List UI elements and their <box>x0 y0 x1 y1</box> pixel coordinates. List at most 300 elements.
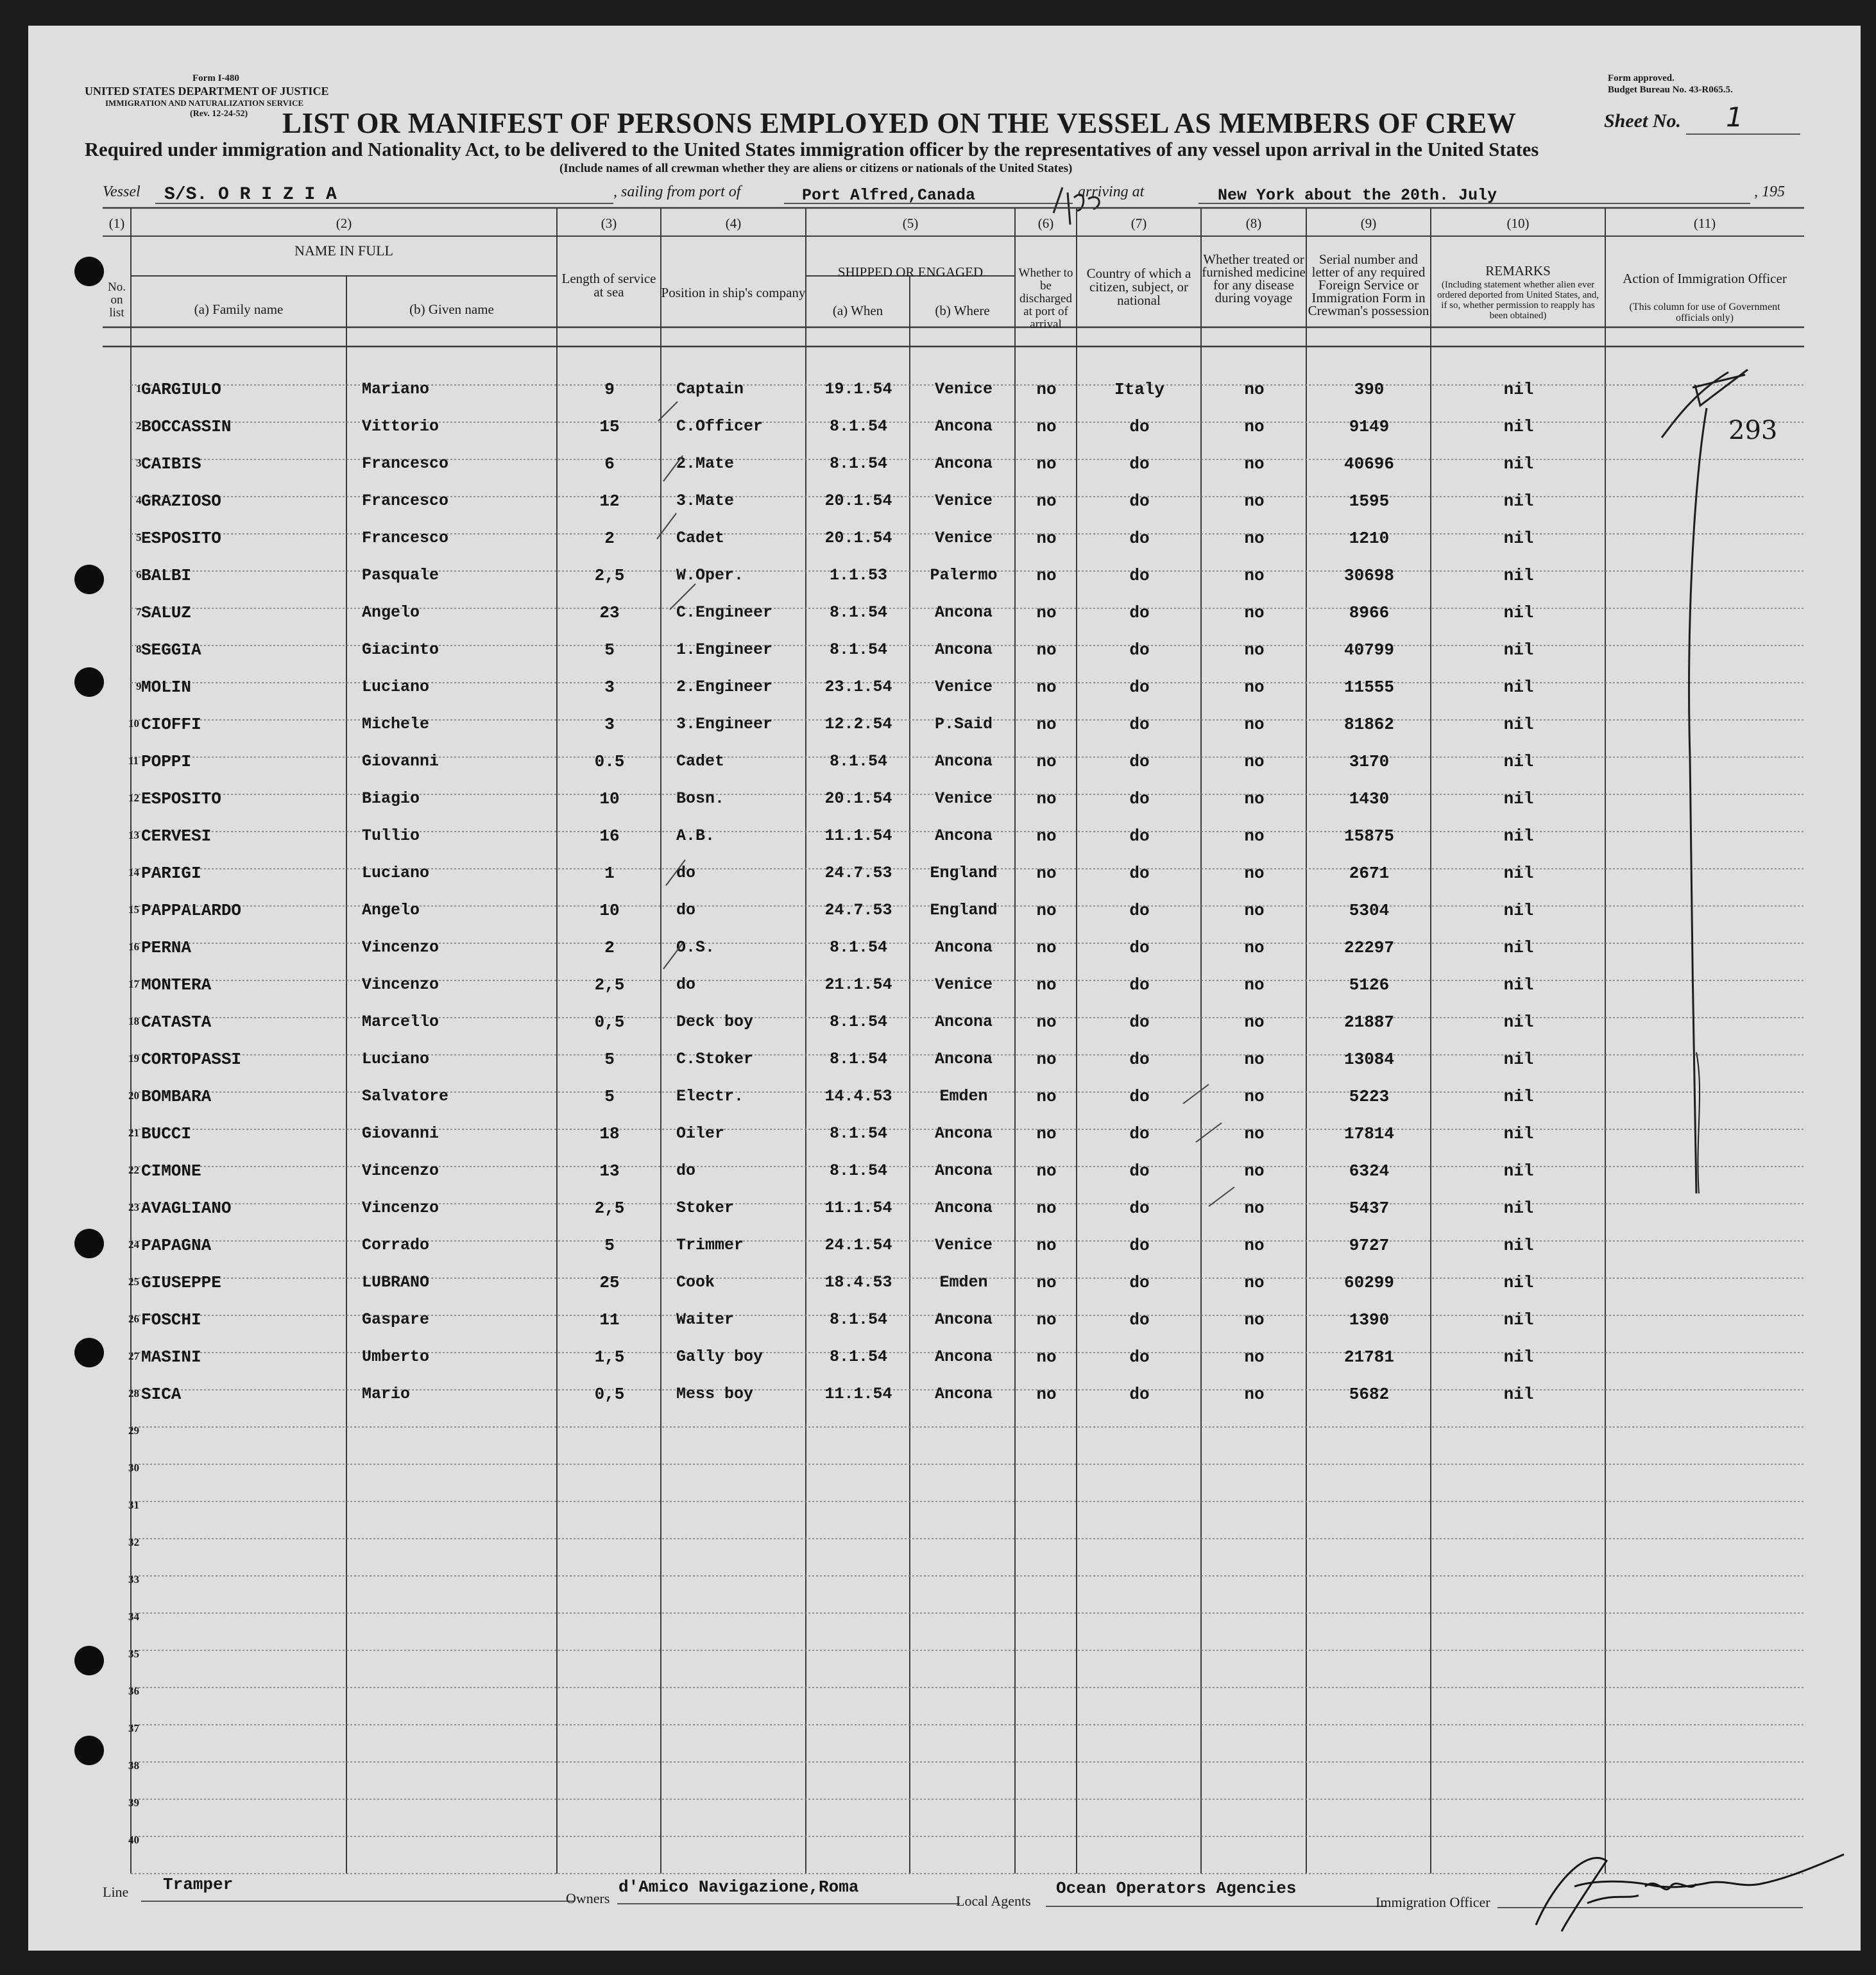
table-row <box>28 1385 1861 1410</box>
length-cell: 3 <box>604 715 615 734</box>
position-cell: Trimmer <box>676 1236 744 1254</box>
treated-cell: no <box>1244 417 1265 436</box>
remarks-cell: nil <box>1503 975 1534 995</box>
serial-cell: 9727 <box>1349 1236 1390 1255</box>
col-num-2: (2) <box>336 216 352 231</box>
header-given-name: (b) Given name <box>409 302 494 317</box>
serial-cell: 30698 <box>1343 566 1394 585</box>
subtitle-note: (Include names of all crewman whether they are aliens or citizens or nationals of the United States) <box>559 162 1073 175</box>
country-cell: do <box>1129 864 1150 883</box>
col-num-7: (7) <box>1130 216 1147 231</box>
position-cell: do <box>676 975 696 994</box>
when-cell: 11.1.54 <box>824 1199 892 1217</box>
header-country: Country of which a citizen, subject, or national <box>1086 266 1191 308</box>
when-cell: 20.1.54 <box>824 492 892 510</box>
treated-cell: no <box>1244 715 1265 734</box>
when-cell: 8.1.54 <box>829 1050 887 1068</box>
family-name-cell: ESPOSITO <box>141 789 221 808</box>
serial-cell: 5682 <box>1349 1385 1390 1404</box>
table-row <box>28 1310 1861 1336</box>
row-number: 9 <box>136 680 142 692</box>
country-cell: do <box>1129 826 1150 846</box>
col-num-6: (6) <box>1037 216 1054 231</box>
header-position: Position in ship's company <box>661 285 806 300</box>
serial-cell: 2671 <box>1349 864 1390 883</box>
when-cell: 8.1.54 <box>829 454 887 473</box>
serial-cell: 81862 <box>1343 715 1394 734</box>
treated-cell: no <box>1244 1236 1265 1255</box>
length-cell: 3 <box>604 678 615 697</box>
handwritten-page-count: 293 <box>1728 416 1778 445</box>
header-action: Action of Immigration Officer <box>1623 271 1787 286</box>
family-name-cell: CORTOPASSI <box>141 1050 242 1069</box>
row-number: 16 <box>128 941 139 953</box>
treated-cell: no <box>1244 678 1265 697</box>
serial-cell: 21887 <box>1343 1013 1394 1032</box>
header-action-note: (This column for use of Government officials only) <box>1629 302 1780 323</box>
length-cell: 0,5 <box>594 1385 625 1404</box>
country-cell: do <box>1129 789 1150 808</box>
family-name-cell: POPPI <box>141 752 192 771</box>
serial-cell: 13084 <box>1343 1050 1394 1069</box>
position-cell: Waiter <box>676 1310 735 1329</box>
country-cell: do <box>1129 529 1150 548</box>
country-cell: do <box>1129 566 1150 585</box>
when-cell: 8.1.54 <box>829 752 887 771</box>
sailing-port: Port Alfred,Canada <box>802 186 976 205</box>
country-cell: do <box>1129 1310 1150 1329</box>
discharged-cell: no <box>1036 417 1057 436</box>
when-cell: 19.1.54 <box>824 380 892 398</box>
remarks-cell: nil <box>1503 901 1534 920</box>
when-cell: 8.1.54 <box>829 1161 887 1180</box>
row-number: 1 <box>136 382 142 395</box>
col-num-5: (5) <box>902 216 919 231</box>
family-name-cell: BOCCASSIN <box>141 417 232 436</box>
discharged-cell: no <box>1036 1273 1057 1292</box>
header-treated: Whether treated or furnished medicine for any disease during voyage <box>1202 252 1306 305</box>
discharged-cell: no <box>1036 1013 1057 1032</box>
when-cell: 8.1.54 <box>829 640 887 659</box>
family-name-cell: PAPAGNA <box>141 1236 212 1255</box>
where-cell: Ancona <box>934 417 993 436</box>
position-cell: 1.Engineer <box>676 640 773 659</box>
length-cell: 16 <box>599 826 620 846</box>
length-cell: 12 <box>599 492 620 511</box>
remarks-cell: nil <box>1503 492 1534 511</box>
row-number: 19 <box>128 1052 139 1064</box>
row-number: 36 <box>128 1685 139 1697</box>
remarks-cell: nil <box>1503 417 1534 436</box>
length-cell: 1,5 <box>594 1347 625 1367</box>
discharged-cell: no <box>1036 864 1057 883</box>
discharged-cell: no <box>1036 1310 1057 1329</box>
country-cell: do <box>1129 1013 1150 1032</box>
row-number: 4 <box>136 494 142 506</box>
when-cell: 11.1.54 <box>824 826 892 845</box>
treated-cell: no <box>1244 1347 1265 1367</box>
serial-cell: 5304 <box>1349 901 1390 920</box>
treated-cell: no <box>1244 864 1265 883</box>
given-name-cell: Michele <box>362 715 430 733</box>
treated-cell: no <box>1244 1310 1265 1329</box>
remarks-cell: nil <box>1503 752 1534 771</box>
country-cell: do <box>1129 417 1150 436</box>
country-cell: do <box>1129 1273 1150 1292</box>
treated-cell: no <box>1244 1087 1265 1106</box>
when-cell: 8.1.54 <box>829 1310 887 1329</box>
remarks-cell: nil <box>1503 1236 1534 1255</box>
approval-line: Form approved. <box>1608 73 1675 83</box>
where-cell: Venice <box>934 492 993 510</box>
length-cell: 25 <box>599 1273 620 1292</box>
row-number: 8 <box>136 643 142 655</box>
length-cell: 11 <box>599 1310 620 1329</box>
row-number: 23 <box>128 1201 139 1213</box>
remarks-cell: nil <box>1503 603 1534 622</box>
family-name-cell: CIOFFI <box>141 715 201 734</box>
header-serial-number: Serial number and letter of any required Foreign Service or Immigration Form in Crewman's possession <box>1308 252 1429 318</box>
row-number: 37 <box>128 1722 139 1734</box>
when-cell: 12.2.54 <box>824 715 892 733</box>
row-number: 3 <box>136 457 142 469</box>
country-cell: do <box>1129 454 1150 474</box>
discharged-cell: no <box>1036 603 1057 622</box>
when-cell: 18.4.53 <box>824 1273 892 1292</box>
where-cell: Venice <box>934 1236 993 1254</box>
given-name-cell: Vincenzo <box>362 1199 439 1217</box>
remarks-cell: nil <box>1503 715 1534 734</box>
given-name-cell: Angelo <box>362 603 420 622</box>
form-revision: (Rev. 12-24-52) <box>190 109 248 119</box>
discharged-cell: no <box>1036 454 1057 474</box>
row-number: 11 <box>128 755 139 767</box>
country-cell: do <box>1129 1347 1150 1367</box>
treated-cell: no <box>1244 454 1265 474</box>
row-number: 25 <box>128 1276 139 1288</box>
where-cell: Venice <box>934 789 993 808</box>
position-cell: Bosn. <box>676 789 725 808</box>
given-name-cell: Gaspare <box>362 1310 430 1329</box>
serial-cell: 22297 <box>1343 938 1394 957</box>
when-cell: 24.1.54 <box>824 1236 892 1254</box>
row-number: 27 <box>128 1350 139 1362</box>
col-num-4: (4) <box>725 216 742 231</box>
discharged-cell: no <box>1036 640 1057 660</box>
remarks-cell: nil <box>1503 529 1534 548</box>
position-cell: do <box>676 864 696 882</box>
col-num-8: (8) <box>1245 216 1262 231</box>
given-name-cell: LUBRANO <box>362 1273 430 1292</box>
row-number: 12 <box>128 792 139 804</box>
serial-cell: 15875 <box>1343 826 1394 846</box>
length-cell: 15 <box>599 417 620 436</box>
serial-cell: 60299 <box>1343 1273 1394 1292</box>
given-name-cell: Angelo <box>362 901 420 919</box>
where-cell: Ancona <box>934 1161 993 1180</box>
remarks-cell: nil <box>1503 826 1534 846</box>
length-cell: 9 <box>604 380 615 399</box>
family-name-cell: CATASTA <box>141 1013 212 1032</box>
given-name-cell: Corrado <box>362 1236 430 1254</box>
row-number: 14 <box>128 866 139 878</box>
given-name-cell: Pasquale <box>362 566 439 585</box>
given-name-cell: Luciano <box>362 678 430 696</box>
row-number: 28 <box>128 1387 139 1399</box>
treated-cell: no <box>1244 1013 1265 1032</box>
immigration-officer-label: Immigration Officer <box>1376 1894 1490 1910</box>
remarks-cell: nil <box>1503 454 1534 474</box>
row-number: 30 <box>128 1462 139 1474</box>
family-name-cell: SALUZ <box>141 603 192 622</box>
given-name-cell: Luciano <box>362 864 430 882</box>
serial-cell: 1390 <box>1349 1310 1390 1329</box>
position-cell: do <box>676 901 696 919</box>
position-cell: W.Oper. <box>676 566 744 585</box>
position-cell: Gally boy <box>676 1347 763 1366</box>
family-name-cell: MASINI <box>141 1347 201 1367</box>
row-number: 7 <box>136 606 142 618</box>
remarks-cell: nil <box>1503 380 1534 399</box>
country-cell: do <box>1129 901 1150 920</box>
where-cell: England <box>930 901 998 919</box>
manifest-sheet <box>28 26 1861 1951</box>
row-number: 29 <box>128 1424 139 1437</box>
when-cell: 24.7.53 <box>824 901 892 919</box>
position-cell: C.Officer <box>676 417 763 436</box>
where-cell: Ancona <box>934 603 993 622</box>
where-cell: Ancona <box>934 826 993 845</box>
treated-cell: no <box>1244 752 1265 771</box>
country-cell: do <box>1129 975 1150 995</box>
discharged-cell: no <box>1036 1199 1057 1218</box>
owners-label: Owners <box>566 1890 610 1906</box>
country-cell: do <box>1129 1385 1150 1404</box>
when-cell: 20.1.54 <box>824 529 892 547</box>
family-name-cell: ESPOSITO <box>141 529 221 548</box>
where-cell: Ancona <box>934 1124 993 1143</box>
discharged-cell: no <box>1036 1161 1057 1181</box>
given-name-cell: Umberto <box>362 1347 430 1366</box>
treated-cell: no <box>1244 901 1265 920</box>
row-number: 26 <box>128 1313 139 1325</box>
position-cell: Cadet <box>676 529 725 547</box>
row-number: 22 <box>128 1164 139 1176</box>
local-agents-label: Local Agents <box>956 1893 1031 1909</box>
row-number: 38 <box>128 1759 139 1772</box>
col-num-3: (3) <box>601 216 617 231</box>
row-number: 20 <box>128 1090 139 1102</box>
country-cell: do <box>1129 1199 1150 1218</box>
row-number: 18 <box>128 1015 139 1027</box>
remarks-cell: nil <box>1503 938 1534 957</box>
serial-cell: 1430 <box>1349 789 1390 808</box>
remarks-cell: nil <box>1503 1161 1534 1181</box>
position-cell: do <box>676 1161 696 1180</box>
position-cell: Oiler <box>676 1124 725 1143</box>
header-family-name: (a) Family name <box>194 302 284 317</box>
serial-cell: 11555 <box>1343 678 1394 697</box>
given-name-cell: Francesco <box>362 492 449 510</box>
owners-value: d'Amico Navigazione,Roma <box>618 1877 859 1897</box>
discharged-cell: no <box>1036 566 1057 585</box>
row-number: 5 <box>136 531 142 543</box>
given-name-cell: Mario <box>362 1385 411 1403</box>
where-cell: England <box>930 864 998 882</box>
family-name-cell: BALBI <box>141 566 192 585</box>
length-cell: 10 <box>599 789 620 808</box>
length-cell: 6 <box>604 454 615 474</box>
remarks-cell: nil <box>1503 1199 1534 1218</box>
length-cell: 1 <box>604 864 615 883</box>
row-number: 6 <box>136 569 142 581</box>
when-cell: 8.1.54 <box>829 1013 887 1031</box>
family-name-cell: GRAZIOSO <box>141 492 221 511</box>
position-cell: 3.Mate <box>676 492 735 510</box>
year-label: , 195 <box>1754 184 1785 200</box>
remarks-cell: nil <box>1503 864 1534 883</box>
where-cell: Venice <box>934 975 993 994</box>
given-name-cell: Mariano <box>362 380 430 398</box>
discharged-cell: no <box>1036 529 1057 548</box>
where-cell: Ancona <box>934 1385 993 1403</box>
sheet-label: Sheet No. <box>1604 110 1681 132</box>
where-cell: Ancona <box>934 454 993 473</box>
family-name-cell: BUCCI <box>141 1124 192 1143</box>
row-number: 10 <box>128 717 139 730</box>
country-cell: do <box>1129 678 1150 697</box>
given-name-cell: Giovanni <box>362 1124 439 1143</box>
where-cell: Ancona <box>934 1347 993 1366</box>
length-cell: 2,5 <box>594 566 625 585</box>
remarks-cell: nil <box>1503 1050 1534 1069</box>
when-cell: 14.4.53 <box>824 1087 892 1106</box>
family-name-cell: CAIBIS <box>141 454 201 474</box>
remarks-cell: nil <box>1503 566 1534 585</box>
discharged-cell: no <box>1036 752 1057 771</box>
where-cell: Emden <box>939 1087 988 1106</box>
length-cell: 18 <box>599 1124 620 1143</box>
serial-cell: 17814 <box>1343 1124 1394 1143</box>
when-cell: 8.1.54 <box>829 1347 887 1366</box>
position-cell: Electr. <box>676 1087 744 1106</box>
col-num-11: (11) <box>1693 216 1716 231</box>
family-name-cell: PAPPALARDO <box>141 901 242 920</box>
given-name-cell: Vincenzo <box>362 975 439 994</box>
given-name-cell: Francesco <box>362 454 449 473</box>
table-row <box>28 1347 1861 1373</box>
family-name-cell: GIUSEPPE <box>141 1273 221 1292</box>
col-num-10: (10) <box>1506 216 1530 231</box>
vessel-label: Vessel <box>103 184 141 200</box>
country-cell: do <box>1129 1236 1150 1255</box>
remarks-cell: nil <box>1503 1310 1534 1329</box>
family-name-cell: CERVESI <box>141 826 212 846</box>
discharged-cell: no <box>1036 975 1057 995</box>
position-cell: Cadet <box>676 752 725 771</box>
family-name-cell: MOLIN <box>141 678 192 697</box>
position-cell: Cook <box>676 1273 715 1292</box>
where-cell: Venice <box>934 380 993 398</box>
length-cell: 0.5 <box>594 752 625 771</box>
discharged-cell: no <box>1036 715 1057 734</box>
treated-cell: no <box>1244 938 1265 957</box>
when-cell: 8.1.54 <box>829 603 887 622</box>
length-cell: 0,5 <box>594 1013 625 1032</box>
length-cell: 2 <box>604 529 615 548</box>
family-name-cell: SEGGIA <box>141 640 201 660</box>
country-cell: do <box>1129 603 1150 622</box>
discharged-cell: no <box>1036 1385 1057 1404</box>
length-cell: 10 <box>599 901 620 920</box>
col-num-9: (9) <box>1360 216 1377 231</box>
country-cell: do <box>1129 715 1150 734</box>
treated-cell: no <box>1244 603 1265 622</box>
position-cell: C.Engineer <box>676 603 773 622</box>
treated-cell: no <box>1244 492 1265 511</box>
where-cell: Ancona <box>934 1199 993 1217</box>
family-name-cell: PARIGI <box>141 864 201 883</box>
handwritten-bracket-mark <box>1619 346 1786 1373</box>
agency-service: IMMIGRATION AND NATURALIZATION SERVICE <box>105 98 304 108</box>
length-cell: 23 <box>599 603 620 622</box>
treated-cell: no <box>1244 566 1265 585</box>
given-name-cell: Marcello <box>362 1013 439 1031</box>
form-number: Form I-480 <box>192 73 239 83</box>
treated-cell: no <box>1244 1050 1265 1069</box>
header-remarks-note: (Including statement whether alien ever ordered deported from United States, and, if so, whether permission to reapply has been obtained) <box>1437 280 1599 321</box>
family-name-cell: FOSCHI <box>141 1310 201 1329</box>
discharged-cell: no <box>1036 380 1057 399</box>
check-marks <box>644 385 1260 1283</box>
header-where: (b) Where <box>935 303 990 318</box>
sheet-number: 1 <box>1726 101 1743 133</box>
country-cell: do <box>1129 938 1150 957</box>
position-cell: Mess boy <box>676 1385 754 1403</box>
where-cell: Ancona <box>934 640 993 659</box>
sailing-label: , sailing from port of <box>613 184 741 200</box>
header-shipped-or-engaged: SHIPPED OR ENGAGED <box>837 264 984 280</box>
family-name-cell: PERNA <box>141 938 192 957</box>
row-number: 34 <box>128 1611 139 1623</box>
where-cell: Palermo <box>930 566 998 585</box>
remarks-cell: nil <box>1503 1385 1534 1404</box>
when-cell: 11.1.54 <box>824 1385 892 1403</box>
where-cell: Venice <box>934 678 993 696</box>
serial-cell: 6324 <box>1349 1161 1390 1181</box>
when-cell: 8.1.54 <box>829 417 887 436</box>
row-number: 15 <box>128 903 139 916</box>
treated-cell: no <box>1244 1124 1265 1143</box>
col-num-1: (1) <box>108 216 125 231</box>
treated-cell: no <box>1244 1273 1265 1292</box>
treated-cell: no <box>1244 1199 1265 1218</box>
treated-cell: no <box>1244 640 1265 660</box>
when-cell: 8.1.54 <box>829 1124 887 1143</box>
when-cell: 23.1.54 <box>824 678 892 696</box>
given-name-cell: Giacinto <box>362 640 439 659</box>
where-cell: Venice <box>934 529 993 547</box>
treated-cell: no <box>1244 826 1265 846</box>
given-name-cell: Vincenzo <box>362 1161 439 1180</box>
country-cell: do <box>1129 1087 1150 1106</box>
given-name-cell: Tullio <box>362 826 420 845</box>
serial-cell: 21781 <box>1343 1347 1394 1367</box>
row-number: 21 <box>128 1127 139 1139</box>
position-cell: 2.Engineer <box>676 678 773 696</box>
arriving-port: New York about the 20th. July <box>1218 186 1497 205</box>
when-cell: 21.1.54 <box>824 975 892 994</box>
